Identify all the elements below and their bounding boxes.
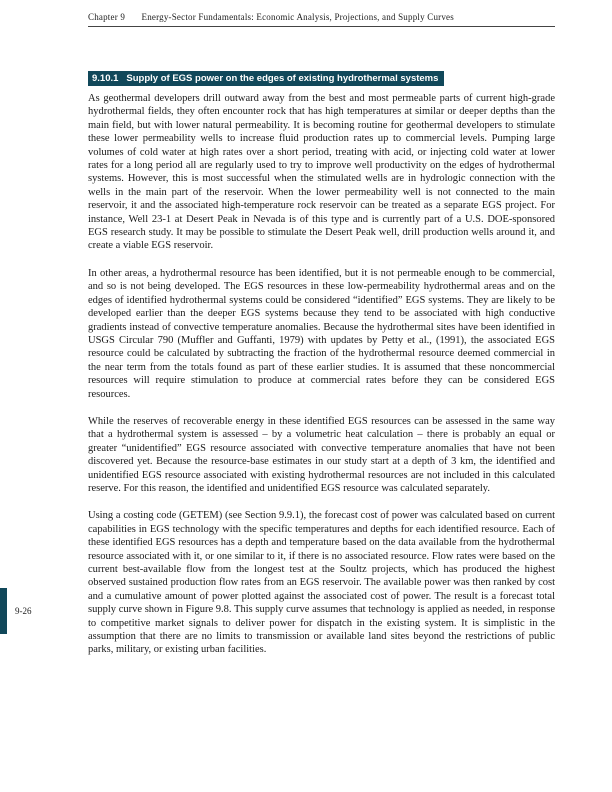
paragraph: As geothermal developers drill outward away from the best and most permeable parts of current high-grade hydrothermal fields, they often encounter rock that has high temperatures at similar or deeper depths than the main field, but with lower natural permeability. It is becoming routine for geothermal developers to stimulate these lower permeability wells to increase fluid production rates up to commercial levels. Pumping large volumes of cold water at high rates over a short period, treating with acid, or injecting cold water at lower rates for a long period all are regularly used to try to improve well productivity on the edges of hydrothermal systems. However, this is most successful when the stimulated wells are in hydrologic connection with the wells in the main part of the reservoir. When the lower permeability well is not connected to the main reservoir, it and the associated high-temperature rock reservoir can be treated as a separate EGS project. For instance, Well 23-1 at Desert Peak in Nevada is of this type and is currently part of a U.S. DOE-sponsored EGS research study. It may be possible to stimulate the Desert Peak well, drill production wells around it, and create a viable EGS reservoir. (88, 93, 555, 252)
section-number: 9.10.1 (92, 73, 119, 84)
chapter-label: Chapter 9 (88, 12, 126, 22)
paragraph: In other areas, a hydrothermal resource has been identified, but it is not permeable enough to be commercial, and so is not being developed. The EGS resources in these low-permeability hydrothermal areas and on the edges of identified hydrothermal systems could be considered “identified” EGS systems. They are likely to be developed earlier than the deeper EGS systems because they tend to be associated with high conductive gradients instead of convective temperature anomalies. Because the hydrothermal sites have been identified in USGS Circular 790 (Muffler and Guffanti, 1979) with updates by Petty et al., (1991), the associated EGS resource could be calculated by subtracting the fraction of the hydrothermal resource deemed commercial in the near term from the totals found as part of these earlier studies. It is assumed that these noncommercial resources will require stimulation to produce at commercial rates before they can be considered EGS resources. (88, 267, 555, 400)
header-rule (88, 26, 555, 27)
paragraph: Using a costing code (GETEM) (see Section 9.9.1), the forecast cost of power was calculated based on current capabilities in EGS technology with the specific temperatures and depths for each identified resource. Each of these identified EGS resources has a depth and temperature based on the data available from the hydrothermal resource associated with it, or one similar to it, if there is no associated resource. Flow rates were based on the current best-available flow from the longest test at the Soultz projects, which has produced the highest observed sustained production flow rates from an EGS reservoir. The available power was then ranked by cost and a cumulative amount of power plotted against the associated cost of power. The result is a forecast total supply curve shown in Figure 9.8. This supply curve assumes that technology is applied as needed, in response to competitive market signals to deliver power for dispatch in the existing system. It is simplistic in the assumption that there are no limits to transmission or available land sites beyond the restrictions of public parks, military, or existing urban facilities. (88, 510, 555, 656)
page-edge-tab (0, 588, 7, 634)
paragraph: While the reserves of recoverable energy in these identified EGS resources can be assessed in the same way that a hydrothermal system is assessed – by a volumetric heat calculation – there is probably an equal or greater “unidentified” EGS resource associated with convective temperature anomalies that have not been discovered yet. Because the resource-base estimates in our study start at a depth of 3 km, the identified and unidentified EGS resource associated with existing hydrothermal resources are not included in this calculated reserve. For this reason, the identified and unidentified EGS resource was calculated separately. (88, 415, 555, 494)
chapter-title: Energy-Sector Fundamentals: Economic Analysis, Projections, and Supply Curves (141, 12, 454, 22)
section-heading (88, 71, 444, 86)
page-number: 9-26 (15, 606, 32, 616)
page-content (88, 12, 555, 671)
body-text (88, 92, 555, 657)
section-title: Supply of EGS power on the edges of existing hydrothermal systems (126, 73, 439, 84)
running-header (88, 12, 555, 22)
